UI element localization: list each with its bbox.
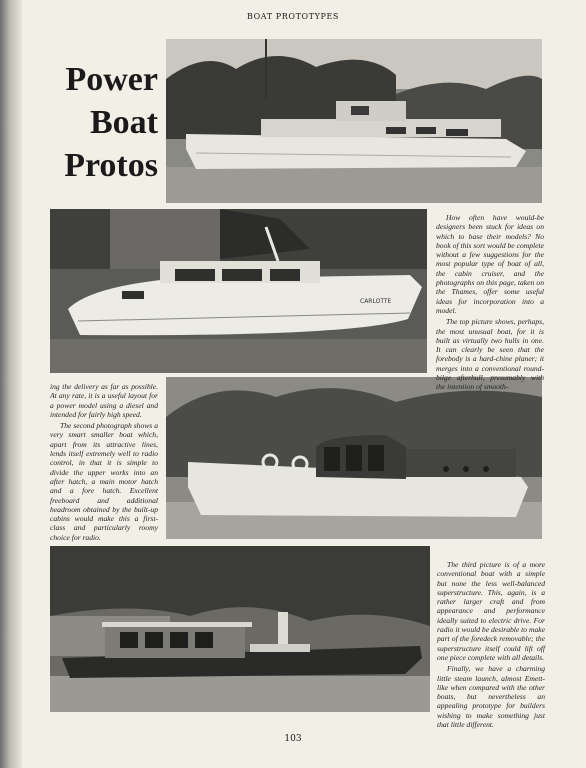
paragraph: Finally, we have a charming little steam launch, almost Emett-like when compared with the other boats, but nevertheless an appealing prototype for builders wishing to make something just that little different. — [437, 664, 545, 730]
page-gutter — [0, 0, 22, 768]
photo-cabin-cruiser-2 — [50, 209, 427, 373]
article-text-block-1 — [436, 213, 544, 394]
photo-cabin-cruiser-3 — [166, 377, 542, 539]
paragraph: How often have would-be designers been stuck for ideas on which to base their models? No book of this sort would be complete without a few suggestions for the most popular type of boat of all, the cabin cruiser, and the photographs on this page, taken on the Thames, offer some useful ideas for incorporation into a model. — [436, 213, 544, 315]
article-text-block-3 — [437, 560, 545, 731]
paragraph: ing the delivery as far as possible. At any rate, it is a useful layout for a power model using a diesel and intended for fairly high speed. — [50, 382, 158, 419]
title-line-2: Boat — [90, 104, 158, 141]
photo-steam-launch — [50, 546, 430, 712]
paragraph: The top picture shows, perhaps, the most unusual boat, for it is built as virtually two hulls in one. It can clearly be seen that the forebody is a hard-chine planer; it merges into a conventional round-bilge afterhull, presumably with the intention of smooth- — [436, 317, 544, 392]
article-text-block-2 — [50, 382, 158, 544]
title-line-3: Protos — [64, 147, 158, 184]
page-number: 103 — [284, 734, 302, 744]
paragraph: The second photograph shows a very smart smaller boat which, apart from its attractive lines, lends itself extremely well to radio control, in that it is simple to divide the upper works into an after hatch, a main motor hatch and a fore hatch. Excellent freeboard and additional headroom obtained by the built-up cabins would make this a first-class and particularly roomy choice for radio. — [50, 421, 158, 542]
photo-cabin-cruiser-1 — [166, 39, 542, 203]
article-title — [46, 58, 158, 187]
title-line-1: Power — [65, 61, 158, 98]
running-head: BOAT PROTOTYPES — [247, 12, 339, 21]
paragraph: The third picture is of a more conventional boat with a simple but none the less well-balanced superstructure. This, again, is a rather larger craft and from appearance and performance ideally suited to electric drive. For radio it would be desirable to make part of the foredeck removable; the superstructure itself could lift off one piece complete with all details. — [437, 560, 545, 662]
hull-name-label: CARLOTTE — [360, 298, 392, 305]
